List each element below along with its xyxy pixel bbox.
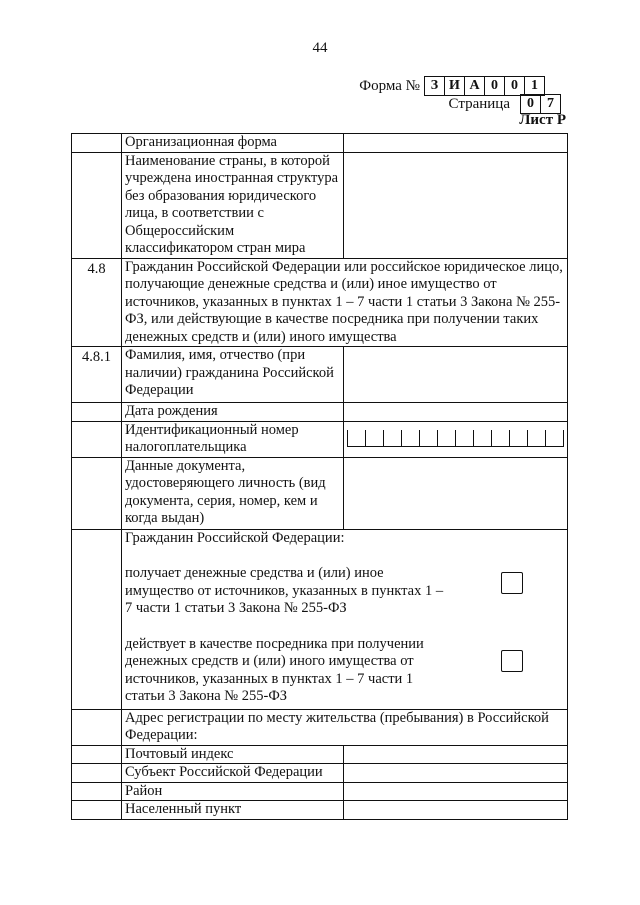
num-cell-empty [72, 529, 122, 709]
num-cell-empty [72, 134, 122, 153]
form-code-cell[interactable]: З [424, 76, 445, 96]
num-cell-empty [72, 709, 122, 745]
org-form-label: Организационная форма [122, 134, 344, 153]
form-code-cell[interactable]: А [464, 76, 485, 96]
num-cell-empty [72, 764, 122, 783]
postal-label: Почтовый индекс [122, 745, 344, 764]
inn-field[interactable] [344, 421, 568, 457]
address-heading: Адрес регистрации по месту жительства (пребывания) в Российской Федерации: [122, 709, 568, 745]
num-cell-empty [72, 152, 122, 258]
locality-field[interactable] [344, 801, 568, 820]
page-label: Страница [448, 96, 510, 112]
page-number: 44 [312, 40, 328, 56]
form-code-boxes [425, 76, 545, 96]
section-number: 4.8 [72, 258, 122, 347]
form-code-cell[interactable]: 0 [504, 76, 525, 96]
num-cell-empty [72, 801, 122, 820]
org-form-field[interactable] [344, 134, 568, 153]
birth-field[interactable] [344, 403, 568, 422]
district-field[interactable] [344, 782, 568, 801]
form-code-cell[interactable]: И [444, 76, 465, 96]
section-4-8-text: Гражданин Российской Федерации или российское юридическое лицо, получающие денежные средства и (или) иное имущество от источников, указанных в пунктах 1 – 7 части 1 статьи 3 Закона № 255-ФЗ, или действующие в качестве посредника при получении таких денежных средств и (или) иного имущества [122, 258, 568, 347]
option-intermediary-checkbox[interactable] [501, 650, 523, 672]
num-cell-empty [72, 403, 122, 422]
page-cell[interactable]: 7 [540, 94, 561, 114]
postal-field[interactable] [344, 745, 568, 764]
country-field[interactable] [344, 152, 568, 258]
inn-digit-boxes[interactable] [347, 430, 564, 447]
birth-label: Дата рождения [122, 403, 344, 422]
citizen-heading: Гражданин Российской Федерации: [125, 529, 345, 546]
id-doc-field[interactable] [344, 457, 568, 529]
sheet-label: Лист Р [519, 112, 566, 128]
form-table [71, 133, 568, 820]
form-code-cell[interactable]: 0 [484, 76, 505, 96]
locality-label: Населенный пункт [122, 801, 344, 820]
form-code-cell[interactable]: 1 [524, 76, 545, 96]
subject-label: Субъект Российской Федерации [122, 764, 344, 783]
id-doc-label: Данные документа, удостоверяющего личность (вид документа, серия, номер, кем и когда выдан) [122, 457, 344, 529]
form-number-label: Форма № [359, 78, 420, 94]
country-label: Наименование страны, в которой учреждена иностранная структура без образования юридического лица, в соответствии с Общероссийским классификатором стран мира [122, 152, 344, 258]
fio-label: Фамилия, имя, отчество (при наличии) гражданина Российской Федерации [122, 347, 344, 403]
fio-field[interactable] [344, 347, 568, 403]
subject-field[interactable] [344, 764, 568, 783]
num-cell-empty [72, 457, 122, 529]
option-intermediary-text: действует в качестве посредника при получении денежных средств и (или) иного имущества от источников, указанных в пунктах 1 – 7 части 1 статьи 3 Закона № 255-ФЗ [125, 635, 424, 704]
section-number: 4.8.1 [72, 347, 122, 403]
citizen-options [122, 529, 568, 709]
page-boxes [521, 94, 561, 114]
page-cell[interactable]: 0 [520, 94, 541, 114]
inn-label: Идентификационный номер налогоплательщика [122, 421, 344, 457]
district-label: Район [122, 782, 344, 801]
option-receives-checkbox[interactable] [501, 572, 523, 594]
option-receives-text: получает денежные средства и (или) иное имущество от источников, указанных в пунктах 1 – 7 части 1 статьи 3 Закона № 255-ФЗ [125, 565, 444, 616]
num-cell-empty [72, 745, 122, 764]
num-cell-empty [72, 421, 122, 457]
num-cell-empty [72, 782, 122, 801]
